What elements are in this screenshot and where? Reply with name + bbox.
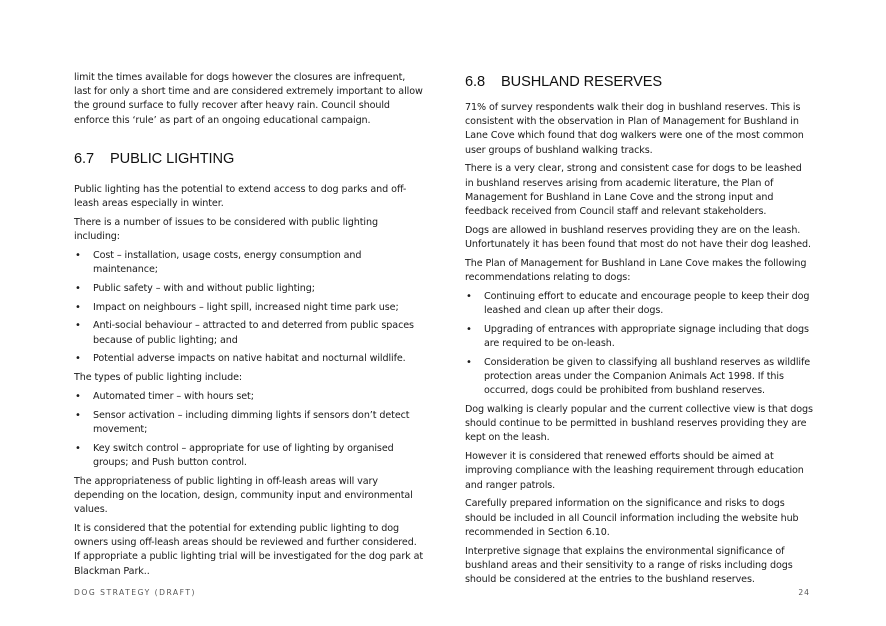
bullet-icon: •	[466, 323, 472, 335]
paragraph: There is a number of issues to be considered with public lighting including:	[74, 216, 378, 243]
footer-document-title: DOG STRATEGY (DRAFT)	[74, 588, 196, 597]
bullet-icon: •	[75, 391, 81, 402]
paragraph: There is a very clear, strong and consistent case for dogs to be leashed in bushland reserves arising from academic literature, the Plan of Management for Bushland in Lane Cove and the strong input and feedback received from Council staff and relevant stakeholders.	[465, 163, 802, 218]
paragraph: The types of public lighting include:	[74, 372, 243, 384]
paragraph: Carefully prepared information on the significance and risks to dogs should be included in all Council information including the website hub recommended in Section 6.10.	[465, 498, 799, 538]
section-title: PUBLIC LIGHTING	[110, 150, 235, 167]
paragraph: It is considered that the potential for extending public lighting to dog owners using off-leash areas should be reviewed and further considered. If appropriate a public lighting trial will be investigated for the dog park at Blackman Park..	[74, 523, 424, 577]
list-item: • Upgrading of entrances with appropriate signage including that dogs are required to be on-leash.	[466, 323, 809, 350]
paragraph: Public lighting has the potential to extend access to dog parks and off-leash areas especially in winter.	[74, 183, 407, 210]
bullet-icon: •	[75, 409, 81, 421]
list-item: • Consideration be given to classifying all bushland reserves as wildlife protection areas under the Companion Animals Act 1998. If this occurred, dogs could be prohibited from bushland reserves.	[466, 356, 811, 397]
paragraph: Dogs are allowed in bushland reserves providing they are on the leash. Unfortunately it has been found that most do not have their dog leashed.	[465, 224, 811, 251]
bullet-icon: •	[75, 353, 81, 365]
page-number: 24	[798, 588, 810, 597]
section-title: BUSHLAND RESERVES	[501, 74, 663, 90]
bullet-icon: •	[75, 442, 81, 454]
bullet-icon: •	[466, 290, 472, 302]
section-number: 6.7	[74, 150, 94, 167]
bullet-icon: •	[466, 356, 472, 368]
paragraph: Interpretive signage that explains the environmental significance of bushland areas and their sensitivity to a range of risks including dogs should be considered at the entries to the bushland reserves.	[465, 545, 793, 586]
list-item: • Cost – installation, usage costs, energy consumption and maintenance;	[75, 249, 362, 276]
paragraph: However it is considered that renewed efforts should be aimed at improving compliance with the leashing requirement through education and ranger patrols.	[465, 451, 804, 491]
bullet-icon: •	[75, 249, 81, 261]
bullet-icon: •	[75, 320, 81, 332]
recommendations-list	[465, 290, 813, 399]
section-number: 6.8	[465, 74, 485, 90]
list-item: • Anti-social behaviour – attracted to and deterred from public spaces because of public lighting; and	[75, 320, 414, 346]
lighting-types-list	[74, 390, 424, 470]
right-column	[465, 73, 813, 592]
left-column	[74, 71, 424, 583]
list-item: • Automated timer – with hours set;	[74, 390, 424, 404]
list-item: • Impact on neighbours – light spill, increased night time park use;	[74, 301, 424, 315]
bullet-icon: •	[75, 301, 81, 313]
list-item: • Sensor activation – including dimming lights if sensors don’t detect movement;	[75, 409, 410, 435]
list-item: • Key switch control – appropriate for use of lighting by organised groups; and Push button control.	[75, 442, 394, 468]
paragraph: The appropriateness of public lighting in off-leash areas will vary depending on the location, design, community input and environmental values.	[74, 475, 413, 516]
list-item: • Potential adverse impacts on native habitat and nocturnal wildlife.	[74, 352, 424, 366]
list-item: • Public safety – with and without public lighting;	[74, 282, 424, 296]
section-heading-bushland-reserves	[465, 73, 813, 91]
section-heading-public-lighting	[74, 150, 424, 168]
intro-paragraph: limit the times available for dogs however the closures are infrequent, last for only a short time and are considered extremely important to allow the ground surface to fully recover after heavy rain. Council should enforce this ‘rule’ as part of an ongoing educational campaign.	[74, 72, 423, 126]
list-item: • Continuing effort to educate and encourage people to keep their dog leashed and clean up after their dogs.	[466, 290, 810, 317]
paragraph: Dog walking is clearly popular and the current collective view is that dogs should continue to be permitted in bushland reserves providing they are kept on the leash.	[465, 404, 813, 444]
issues-list	[74, 249, 424, 367]
paragraph: The Plan of Management for Bushland in Lane Cove makes the following recommendations relating to dogs:	[465, 257, 807, 284]
bullet-icon: •	[75, 282, 81, 294]
paragraph: 71% of survey respondents walk their dog in bushland reserves. This is consistent with the observation in Plan of Management for Bushland in Lane Cove which found that dog walkers were one of the most common user groups of bushland walking tracks.	[465, 102, 804, 156]
